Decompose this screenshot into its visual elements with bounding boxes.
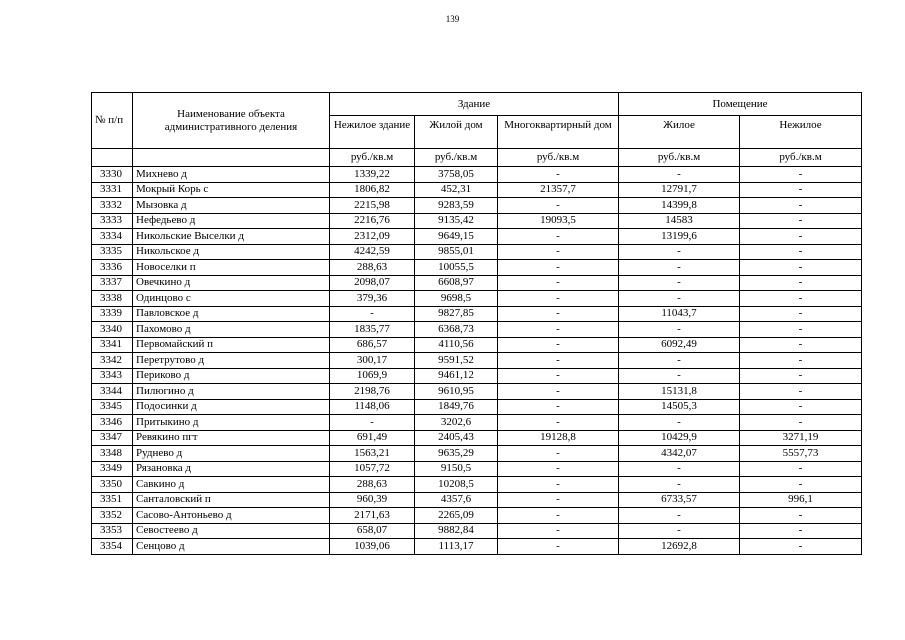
cell-apartment-house: - (498, 384, 619, 400)
cell-apartment-house: - (498, 275, 619, 291)
header-house: Жилой дом (415, 116, 498, 149)
cell-nonresidential: - (740, 182, 862, 198)
cell-apartment-house: - (498, 461, 619, 477)
cell-apartment-house: - (498, 492, 619, 508)
cell-house: 9855,01 (415, 244, 498, 260)
cell-house: 9698,5 (415, 291, 498, 307)
cell-house: 9461,12 (415, 368, 498, 384)
cell-nonresidential: - (740, 322, 862, 338)
cell-object-name: Одинцово с (133, 291, 330, 307)
cell-residential: 12791,7 (619, 182, 740, 198)
table-row (92, 337, 862, 353)
table-row (92, 461, 862, 477)
cell-object-name: Новоселки п (133, 260, 330, 276)
header-blank-number (92, 149, 133, 167)
cell-object-name: Мокрый Корь с (133, 182, 330, 198)
cell-residential: 13199,6 (619, 229, 740, 245)
cell-residential: 15131,8 (619, 384, 740, 400)
cell-residential: - (619, 275, 740, 291)
cell-apartment-house: - (498, 415, 619, 431)
cell-house: 2405,43 (415, 430, 498, 446)
cell-nonresidential: - (740, 306, 862, 322)
cell-nonresidential-building: 2215,98 (330, 198, 415, 214)
cell-nonresidential-building: - (330, 306, 415, 322)
cell-nonresidential-building: 1563,21 (330, 446, 415, 462)
cell-object-name: Санталовский п (133, 492, 330, 508)
cell-nonresidential-building: 288,63 (330, 477, 415, 493)
cell-apartment-house: - (498, 306, 619, 322)
cell-object-name: Руднево д (133, 446, 330, 462)
table-row (92, 399, 862, 415)
cell-house: 9827,85 (415, 306, 498, 322)
table-row (92, 430, 862, 446)
cell-apartment-house: - (498, 353, 619, 369)
cell-house: 3758,05 (415, 167, 498, 183)
cell-house: 1849,76 (415, 399, 498, 415)
cell-residential: 12692,8 (619, 539, 740, 555)
cell-object-name: Павловское д (133, 306, 330, 322)
cell-nonresidential: 996,1 (740, 492, 862, 508)
cell-nonresidential: - (740, 198, 862, 214)
cell-apartment-house: - (498, 477, 619, 493)
cell-apartment-house: - (498, 322, 619, 338)
cell-nonresidential-building: 2098,07 (330, 275, 415, 291)
table-row (92, 415, 862, 431)
table-row (92, 508, 862, 524)
cell-object-name: Овечкино д (133, 275, 330, 291)
cell-apartment-house: - (498, 539, 619, 555)
cell-residential: - (619, 477, 740, 493)
cell-house: 9649,15 (415, 229, 498, 245)
cell-residential: 14583 (619, 213, 740, 229)
cell-apartment-house: - (498, 260, 619, 276)
cell-number: 3346 (92, 415, 133, 431)
cell-object-name: Сенцово д (133, 539, 330, 555)
cell-number: 3339 (92, 306, 133, 322)
cell-nonresidential-building: 2312,09 (330, 229, 415, 245)
cell-apartment-house: - (498, 167, 619, 183)
cell-number: 3336 (92, 260, 133, 276)
cell-nonresidential-building: - (330, 415, 415, 431)
cell-house: 6368,73 (415, 322, 498, 338)
table-row (92, 275, 862, 291)
table-row (92, 353, 862, 369)
table-row (92, 322, 862, 338)
cell-object-name: Сасово-Антоньево д (133, 508, 330, 524)
table-row (92, 539, 862, 555)
cell-object-name: Савкино д (133, 477, 330, 493)
cell-house: 4110,56 (415, 337, 498, 353)
table-row (92, 446, 862, 462)
cell-nonresidential: - (740, 337, 862, 353)
cell-residential: 14505,3 (619, 399, 740, 415)
cell-object-name: Михнево д (133, 167, 330, 183)
cell-apartment-house: - (498, 291, 619, 307)
cell-house: 10055,5 (415, 260, 498, 276)
cell-residential: - (619, 244, 740, 260)
cell-nonresidential: - (740, 477, 862, 493)
cell-apartment-house: 19093,5 (498, 213, 619, 229)
header-number: № п/п (92, 93, 133, 149)
cell-residential: - (619, 291, 740, 307)
header-apartment-house: Многоквартирный дом (498, 116, 619, 149)
cell-number: 3333 (92, 213, 133, 229)
cell-residential: 14399,8 (619, 198, 740, 214)
cell-nonresidential: - (740, 523, 862, 539)
tariff-table (91, 92, 862, 555)
cell-number: 3345 (92, 399, 133, 415)
cell-nonresidential-building: 379,36 (330, 291, 415, 307)
cell-object-name: Никольские Выселки д (133, 229, 330, 245)
cell-number: 3351 (92, 492, 133, 508)
cell-residential: 11043,7 (619, 306, 740, 322)
cell-object-name: Притыкино д (133, 415, 330, 431)
cell-nonresidential-building: 1148,06 (330, 399, 415, 415)
cell-apartment-house: - (498, 244, 619, 260)
cell-nonresidential: - (740, 213, 862, 229)
cell-object-name: Пахомово д (133, 322, 330, 338)
cell-house: 9283,59 (415, 198, 498, 214)
cell-nonresidential-building: 1339,22 (330, 167, 415, 183)
cell-nonresidential-building: 2216,76 (330, 213, 415, 229)
table-row (92, 198, 862, 214)
table-row (92, 523, 862, 539)
cell-nonresidential-building: 300,17 (330, 353, 415, 369)
cell-residential: 6092,49 (619, 337, 740, 353)
cell-residential: - (619, 167, 740, 183)
table-row (92, 291, 862, 307)
cell-nonresidential: - (740, 508, 862, 524)
cell-apartment-house: 19128,8 (498, 430, 619, 446)
cell-apartment-house: - (498, 508, 619, 524)
cell-apartment-house: - (498, 523, 619, 539)
cell-residential: 6733,57 (619, 492, 740, 508)
cell-number: 3337 (92, 275, 133, 291)
cell-residential: 10429,9 (619, 430, 740, 446)
cell-residential: - (619, 415, 740, 431)
cell-nonresidential: - (740, 167, 862, 183)
cell-number: 3350 (92, 477, 133, 493)
unit-label: руб./кв.м (498, 149, 619, 167)
cell-number: 3330 (92, 167, 133, 183)
cell-apartment-house: - (498, 337, 619, 353)
cell-object-name: Пилюгино д (133, 384, 330, 400)
table-row (92, 477, 862, 493)
table-row (92, 182, 862, 198)
cell-number: 3338 (92, 291, 133, 307)
header-nonresidential: Нежилое (740, 116, 862, 149)
cell-number: 3340 (92, 322, 133, 338)
cell-residential: - (619, 368, 740, 384)
cell-residential: - (619, 461, 740, 477)
cell-nonresidential: - (740, 229, 862, 245)
table-row (92, 492, 862, 508)
table-row (92, 213, 862, 229)
cell-house: 9610,95 (415, 384, 498, 400)
cell-nonresidential: - (740, 539, 862, 555)
cell-residential: - (619, 353, 740, 369)
cell-apartment-house: - (498, 368, 619, 384)
unit-label: руб./кв.м (619, 149, 740, 167)
cell-house: 452,31 (415, 182, 498, 198)
cell-number: 3353 (92, 523, 133, 539)
page-number: 139 (445, 14, 460, 24)
cell-object-name: Подосинки д (133, 399, 330, 415)
cell-nonresidential-building: 288,63 (330, 260, 415, 276)
cell-house: 9591,52 (415, 353, 498, 369)
cell-residential: - (619, 322, 740, 338)
cell-nonresidential: - (740, 353, 862, 369)
cell-house: 3202,6 (415, 415, 498, 431)
cell-residential: - (619, 260, 740, 276)
cell-nonresidential-building: 1806,82 (330, 182, 415, 198)
cell-nonresidential: 5557,73 (740, 446, 862, 462)
cell-number: 3352 (92, 508, 133, 524)
cell-number: 3334 (92, 229, 133, 245)
header-building: Здание (330, 93, 619, 116)
cell-object-name: Первомайский п (133, 337, 330, 353)
cell-nonresidential: - (740, 260, 862, 276)
cell-house: 9150,5 (415, 461, 498, 477)
cell-house: 10208,5 (415, 477, 498, 493)
cell-nonresidential-building: 658,07 (330, 523, 415, 539)
cell-apartment-house: - (498, 229, 619, 245)
cell-number: 3341 (92, 337, 133, 353)
cell-apartment-house: - (498, 399, 619, 415)
cell-nonresidential: 3271,19 (740, 430, 862, 446)
table-row (92, 167, 862, 183)
cell-object-name: Никольское д (133, 244, 330, 260)
cell-nonresidential-building: 2198,76 (330, 384, 415, 400)
cell-number: 3331 (92, 182, 133, 198)
unit-label: руб./кв.м (330, 149, 415, 167)
cell-nonresidential: - (740, 291, 862, 307)
cell-apartment-house: - (498, 198, 619, 214)
cell-nonresidential-building: 686,57 (330, 337, 415, 353)
cell-house: 9882,84 (415, 523, 498, 539)
cell-house: 9135,42 (415, 213, 498, 229)
cell-number: 3348 (92, 446, 133, 462)
cell-nonresidential-building: 1057,72 (330, 461, 415, 477)
cell-house: 1113,17 (415, 539, 498, 555)
cell-number: 3347 (92, 430, 133, 446)
cell-house: 6608,97 (415, 275, 498, 291)
cell-residential: 4342,07 (619, 446, 740, 462)
cell-nonresidential-building: 1039,06 (330, 539, 415, 555)
cell-nonresidential: - (740, 244, 862, 260)
cell-number: 3344 (92, 384, 133, 400)
cell-house: 2265,09 (415, 508, 498, 524)
table-row (92, 229, 862, 245)
header-object-name: Наименование объекта административного деления (133, 93, 330, 149)
cell-nonresidential-building: 2171,63 (330, 508, 415, 524)
cell-residential: - (619, 523, 740, 539)
cell-number: 3335 (92, 244, 133, 260)
cell-nonresidential: - (740, 399, 862, 415)
cell-nonresidential-building: 1069,9 (330, 368, 415, 384)
cell-nonresidential-building: 1835,77 (330, 322, 415, 338)
cell-object-name: Нефедьево д (133, 213, 330, 229)
cell-nonresidential-building: 960,39 (330, 492, 415, 508)
cell-house: 4357,6 (415, 492, 498, 508)
table-row (92, 306, 862, 322)
header-premises: Помещение (619, 93, 862, 116)
table-row (92, 384, 862, 400)
cell-nonresidential: - (740, 275, 862, 291)
cell-nonresidential: - (740, 368, 862, 384)
unit-label: руб./кв.м (415, 149, 498, 167)
cell-object-name: Периково д (133, 368, 330, 384)
cell-number: 3332 (92, 198, 133, 214)
cell-residential: - (619, 508, 740, 524)
cell-apartment-house: 21357,7 (498, 182, 619, 198)
table-body (92, 167, 862, 555)
cell-number: 3342 (92, 353, 133, 369)
table-row (92, 368, 862, 384)
cell-house: 9635,29 (415, 446, 498, 462)
cell-nonresidential: - (740, 461, 862, 477)
cell-object-name: Рязановка д (133, 461, 330, 477)
cell-object-name: Ревякино пгт (133, 430, 330, 446)
cell-nonresidential-building: 691,49 (330, 430, 415, 446)
cell-nonresidential: - (740, 415, 862, 431)
cell-object-name: Перетрутово д (133, 353, 330, 369)
header-residential: Жилое (619, 116, 740, 149)
unit-label: руб./кв.м (740, 149, 862, 167)
cell-object-name: Севостеево д (133, 523, 330, 539)
table-row (92, 260, 862, 276)
cell-nonresidential: - (740, 384, 862, 400)
cell-number: 3349 (92, 461, 133, 477)
cell-object-name: Мызовка д (133, 198, 330, 214)
cell-number: 3354 (92, 539, 133, 555)
table-row (92, 244, 862, 260)
cell-nonresidential-building: 4242,59 (330, 244, 415, 260)
header-blank-name (133, 149, 330, 167)
cell-number: 3343 (92, 368, 133, 384)
cell-apartment-house: - (498, 446, 619, 462)
header-nonresidential-building: Нежилое здание (330, 116, 415, 149)
